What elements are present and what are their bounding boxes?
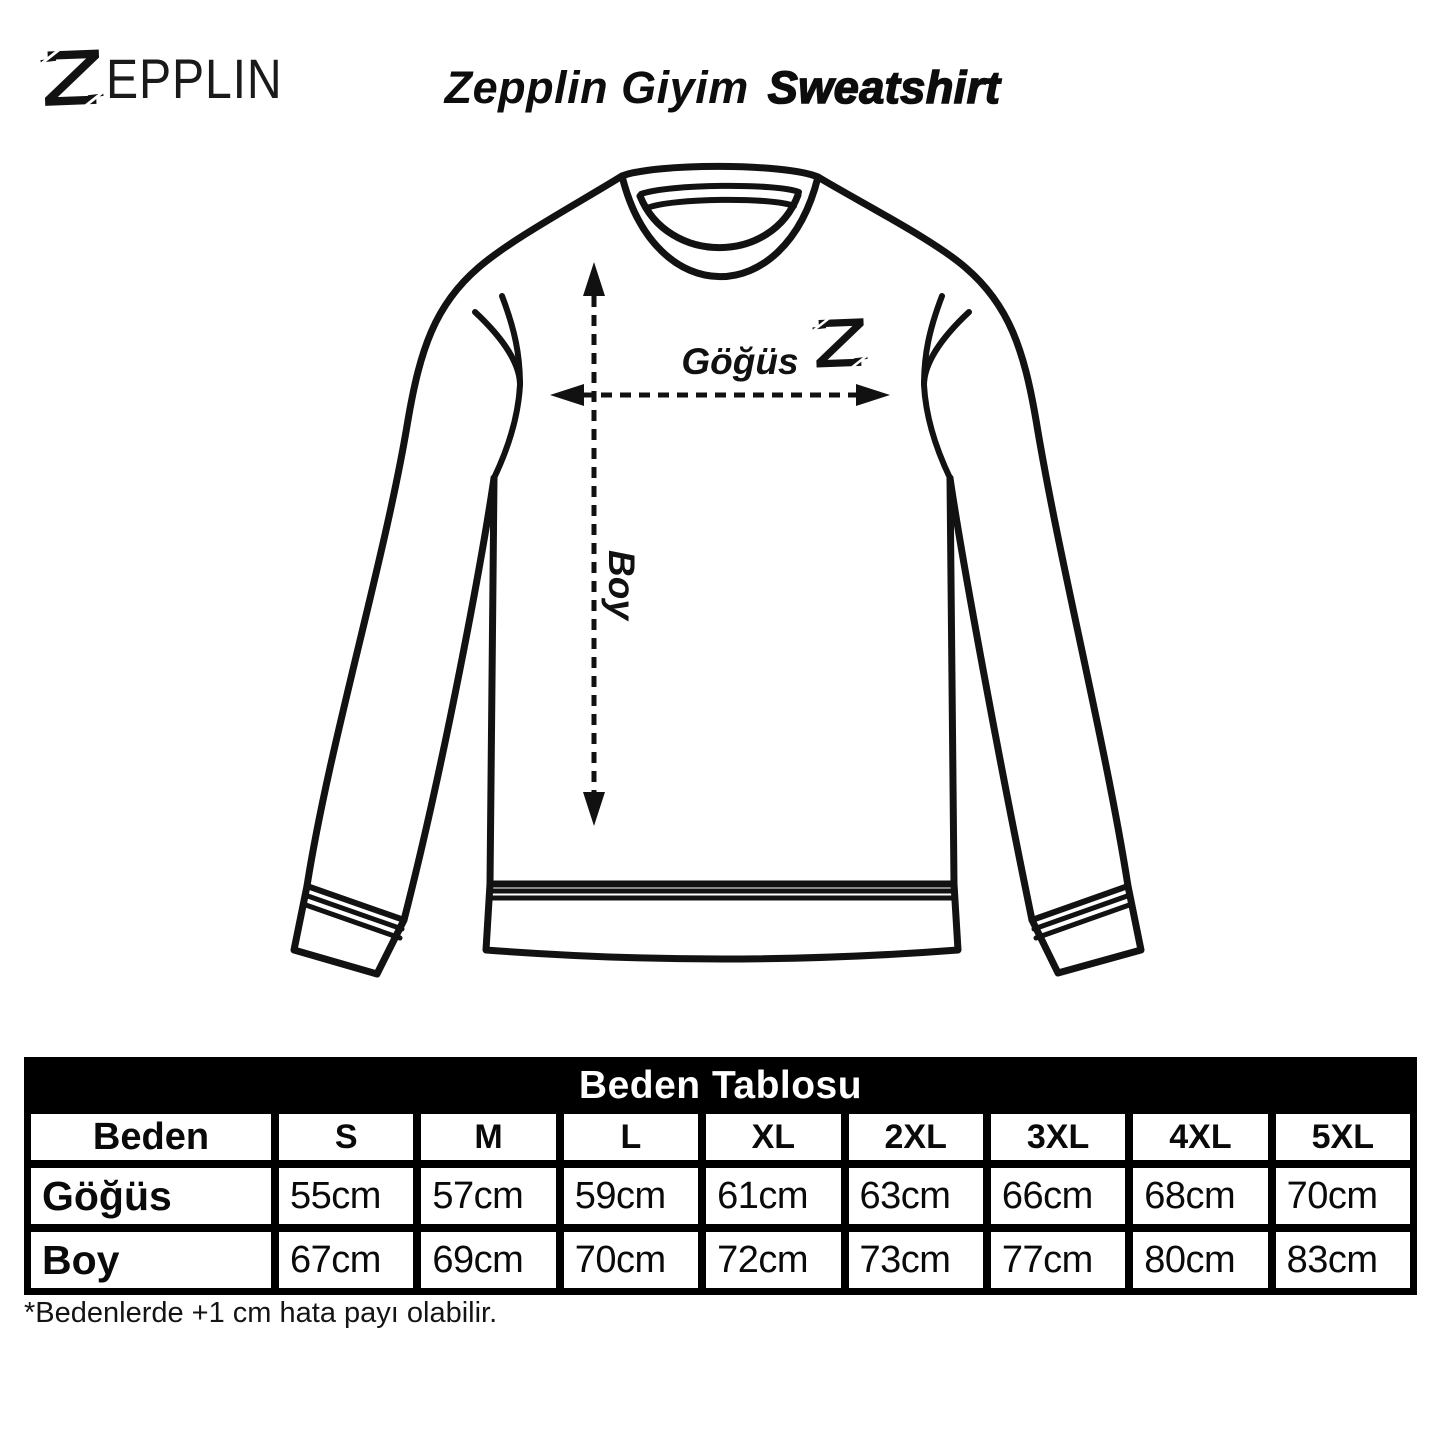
footnote: *Bedenlerde +1 cm hata payı olabilir. [24,1297,498,1329]
size-table-grid [31,1114,1410,1288]
size-col-header: XL [706,1114,840,1160]
brand-logo-text: EPPLIN [106,47,283,110]
length-row-label: Boy [31,1232,271,1288]
chest-value: 57cm [421,1168,555,1224]
size-col-header: 2XL [849,1114,983,1160]
length-value: 72cm [706,1232,840,1288]
title-regular: Zepplin Giyim [444,62,749,113]
length-value: 69cm [421,1232,555,1288]
chest-width-arrow [550,384,890,406]
body [486,478,958,959]
chest-value: 68cm [1133,1168,1267,1224]
chest-value: 59cm [564,1168,698,1224]
chest-value: 61cm [706,1168,840,1224]
size-col-header: 4XL [1133,1114,1267,1160]
chest-value: 70cm [1276,1168,1410,1224]
length-label: Boy [601,550,642,620]
length-value: 70cm [564,1232,698,1288]
chest-value: 55cm [279,1168,413,1224]
title-bold: Sweatshirt [767,62,1001,113]
size-table [24,1057,1417,1295]
length-value: 73cm [849,1232,983,1288]
chest-value: 66cm [991,1168,1125,1224]
length-value: 67cm [279,1232,413,1288]
size-col-header: L [564,1114,698,1160]
length-value: 83cm [1276,1232,1410,1288]
armhole-seams [475,296,969,478]
chest-value: 63cm [849,1168,983,1224]
sleeves [307,176,1128,920]
chest-row-label: Göğüs [31,1168,271,1224]
length-value: 80cm [1133,1232,1267,1288]
collar [622,166,818,276]
size-col-header: M [421,1114,555,1160]
length-value: 77cm [991,1232,1125,1288]
size-col-header: 3XL [991,1114,1125,1160]
size-col-header: 5XL [1276,1114,1410,1160]
size-table-title: Beden Tablosu [578,1064,863,1107]
chest-label: Göğüs [681,341,799,382]
size-col-header: S [279,1114,413,1160]
beden-header-cell: Beden [31,1114,271,1160]
